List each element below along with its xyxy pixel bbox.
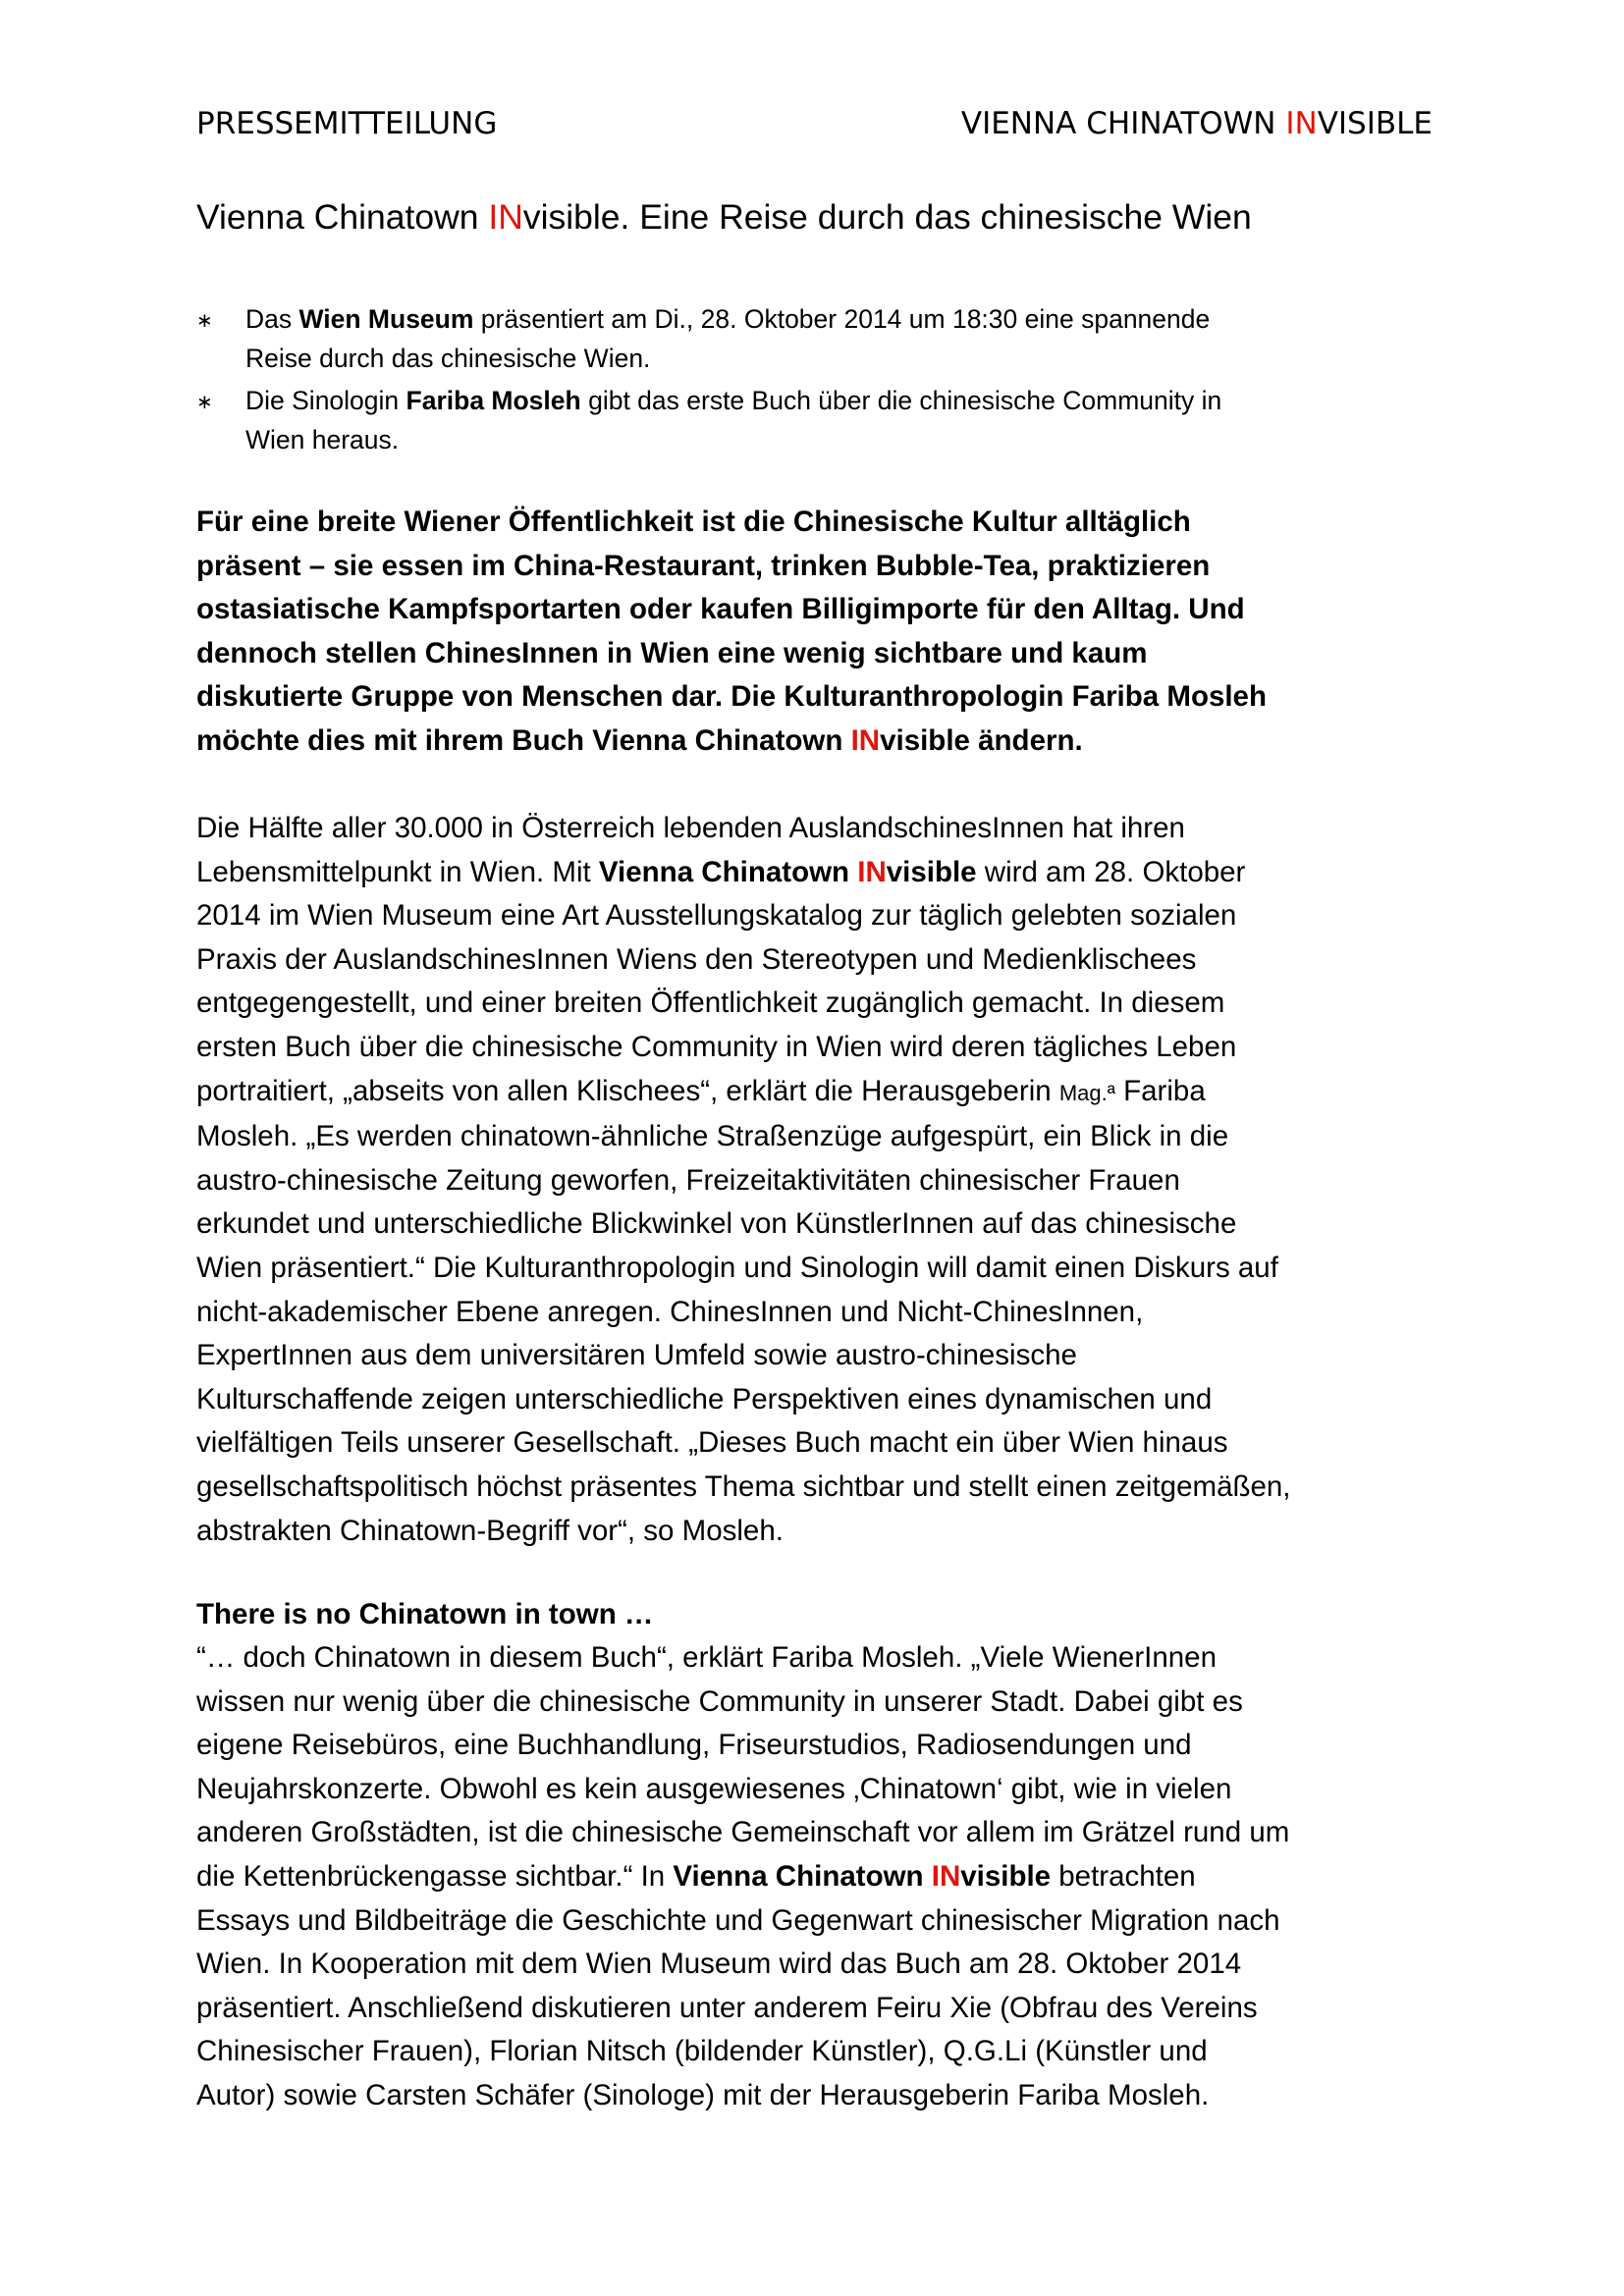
body-text: wird am 28. Oktober (976, 855, 1246, 888)
body-bold-text: visible (886, 855, 977, 888)
body-text: betrachten (1051, 1859, 1196, 1893)
body-text: Fariba (1114, 1074, 1206, 1107)
bullet-line (245, 299, 1473, 339)
body-bold-text: Vienna Chinatown (673, 1859, 932, 1893)
bullet-line: Wien heraus. (245, 425, 400, 454)
body-line: vielfältigen Teils unserer Gesellschaft. „Dieses Buch macht ein über Wien hinaus (196, 1426, 1228, 1460)
body-line: eigene Reisebüros, eine Buchhandlung, Friseurstudios, Radiosendungen und (196, 1729, 1192, 1762)
header-brand-part: VIENNA CHINATOWN (960, 106, 1286, 141)
body-text: Lebensmittelpunkt in Wien. Mit (196, 855, 599, 888)
body-line: erkundet und unterschiedliche Blickwinkel von KünstlerInnen auf das chinesische (196, 1207, 1237, 1241)
body-bold-text: Vienna Chinatown (598, 855, 858, 888)
body-line: Wien präsentiert.“ Die Kulturanthropologin und Sinologin will damit einen Diskurs auf (196, 1251, 1278, 1284)
page-title (196, 192, 1473, 241)
body-line: ersten Buch über die chinesische Community in Wien wird deren tägliches Leben (196, 1030, 1237, 1063)
body-line: Neujahrskonzerte. Obwohl es kein ausgewiesenes ‚Chinatown‘ gibt, wie in vielen (196, 1772, 1232, 1805)
bullet-line: Reise durch das chinesische Wien. (245, 344, 651, 373)
lead-line: diskutierte Gruppe von Menschen dar. Die Kulturanthropologin Fariba Mosleh (196, 680, 1267, 713)
body-small-text: Mag.ª (1058, 1080, 1115, 1105)
body-bold-text: visible (960, 1859, 1052, 1893)
bullet-list (196, 299, 1473, 462)
bullet-line (245, 381, 1473, 420)
header-label-press-release: PRESSEMITTEILUNG (196, 106, 498, 141)
body-paragraph-1 (196, 807, 1473, 1553)
title-part: visible. Eine Reise durch das chinesische Wien (522, 197, 1252, 237)
header-label-brand (961, 101, 1433, 146)
lead-line: dennoch stellen ChinesInnen in Wien eine wenig sichtbare und kaum (196, 636, 1148, 669)
lead-in-highlight: IN (850, 723, 881, 757)
bullet-text: Die Sinologin (245, 386, 406, 415)
bullet-text: Das (245, 304, 299, 334)
body-line: austro-chinesische Zeitung geworfen, Freizeitaktivitäten chinesischer Frauen (196, 1163, 1180, 1197)
body-line: abstrakten Chinatown-Begriff vor“, so Mosleh. (196, 1514, 784, 1547)
bullet-item (196, 381, 1473, 459)
lead-line: Für eine breite Wiener Öffentlichkeit ist die Chinesische Kultur alltäglich (196, 506, 1191, 538)
body-line: entgegengestellt, und einer breiten Öffentlichkeit zugänglich gemacht. In diesem (196, 987, 1225, 1020)
body-line: 2014 im Wien Museum eine Art Ausstellungskatalog zur täglich gelebten sozialen (196, 899, 1237, 933)
lead-text: visible ändern. (880, 723, 1083, 757)
page-header (196, 101, 1433, 146)
body-line: “… doch Chinatown in diesem Buch“, erklärt Fariba Mosleh. „Viele WienerInnen (196, 1641, 1217, 1674)
body-line: Autor) sowie Carsten Schäfer (Sinologe) mit der Herausgeberin Fariba Mosleh. (196, 2078, 1210, 2111)
lead-text: möchte dies mit ihrem Buch Vienna Chinatown (196, 723, 851, 757)
body-line: Die Hälfte aller 30.000 in Österreich lebenden AuslandschinesInnen hat ihren (196, 812, 1185, 844)
header-brand-part: VISIBLE (1317, 106, 1433, 141)
body-line: Chinesischer Frauen), Florian Nitsch (bildender Künstler), Q.G.Li (Künstler und (196, 2035, 1208, 2068)
header-brand-in-highlight: IN (1285, 106, 1318, 141)
body-line: anderen Großstädten, ist die chinesische Gemeinschaft vor allem im Grätzel rund um (196, 1816, 1290, 1849)
title-in-highlight: IN (488, 197, 523, 237)
body-line (196, 1855, 1473, 1899)
body-text: die Kettenbrückengasse sichtbar.“ In (196, 1859, 674, 1893)
bullet-bold-text: Fariba Mosleh (406, 386, 581, 415)
lead-line (196, 720, 1473, 764)
body-line: Essays und Bildbeiträge die Geschichte und Gegenwart chinesischer Migration nach (196, 1903, 1280, 1937)
lead-line: präsent – sie essen im China-Restaurant, trinken Bubble-Tea, praktizieren (196, 549, 1211, 582)
body-line: wissen nur wenig über die chinesische Community in unserer Stadt. Dabei gibt es (196, 1684, 1243, 1718)
body-in-highlight: IN (931, 1859, 961, 1893)
body-line (196, 851, 1473, 895)
lead-line: ostasiatische Kampfsportarten oder kaufen Billigimporte für den Alltag. Und (196, 593, 1245, 625)
body-line: Kulturschaffende zeigen unterschiedliche Perspektiven eines dynamischen und (196, 1382, 1213, 1415)
body-line: gesellschaftspolitisch höchst präsentes Thema sichtbar und stellt einen zeitgemäßen, (196, 1469, 1291, 1503)
body-line: nicht-akademischer Ebene anregen. ChinesInnen und Nicht-ChinesInnen, (196, 1295, 1144, 1328)
body-line: präsentiert. Anschließend diskutieren unter anderem Feiru Xie (Obfrau des Vereins (196, 1991, 1258, 2024)
body-line: Mosleh. „Es werden chinatown-ähnliche Straßenzüge aufgespürt, ein Blick in die (196, 1120, 1229, 1153)
title-part: Vienna Chinatown (196, 197, 489, 237)
body-line (196, 1070, 1473, 1116)
bullet-text: gibt das erste Buch über die chinesische Community in (580, 386, 1222, 415)
bullet-item (196, 299, 1473, 378)
body-line: Wien. In Kooperation mit dem Wien Museum wird das Buch am 28. Oktober 2014 (196, 1948, 1242, 1981)
bullet-text: präsentiert am Di., 28. Oktober 2014 um 18:30 eine spannende (473, 304, 1211, 334)
bullet-bold-text: Wien Museum (298, 304, 474, 334)
asterisk-bullet-icon: ∗ (196, 392, 213, 413)
body-text: portraitiert, „abseits von allen Klischees“, erklärt die Herausgeberin (196, 1074, 1059, 1107)
body-in-highlight: IN (857, 855, 887, 888)
body-line: ExpertInnen aus dem universitären Umfeld sowie austro-chinesische (196, 1339, 1077, 1372)
lead-paragraph (196, 501, 1473, 763)
body-line: Praxis der AuslandschinesInnen Wiens den Stereotypen und Medienklischees (196, 942, 1197, 976)
body-paragraph-2 (196, 1636, 1473, 2118)
section-heading: There is no Chinatown in town … (196, 1598, 654, 1630)
asterisk-bullet-icon: ∗ (196, 310, 213, 332)
